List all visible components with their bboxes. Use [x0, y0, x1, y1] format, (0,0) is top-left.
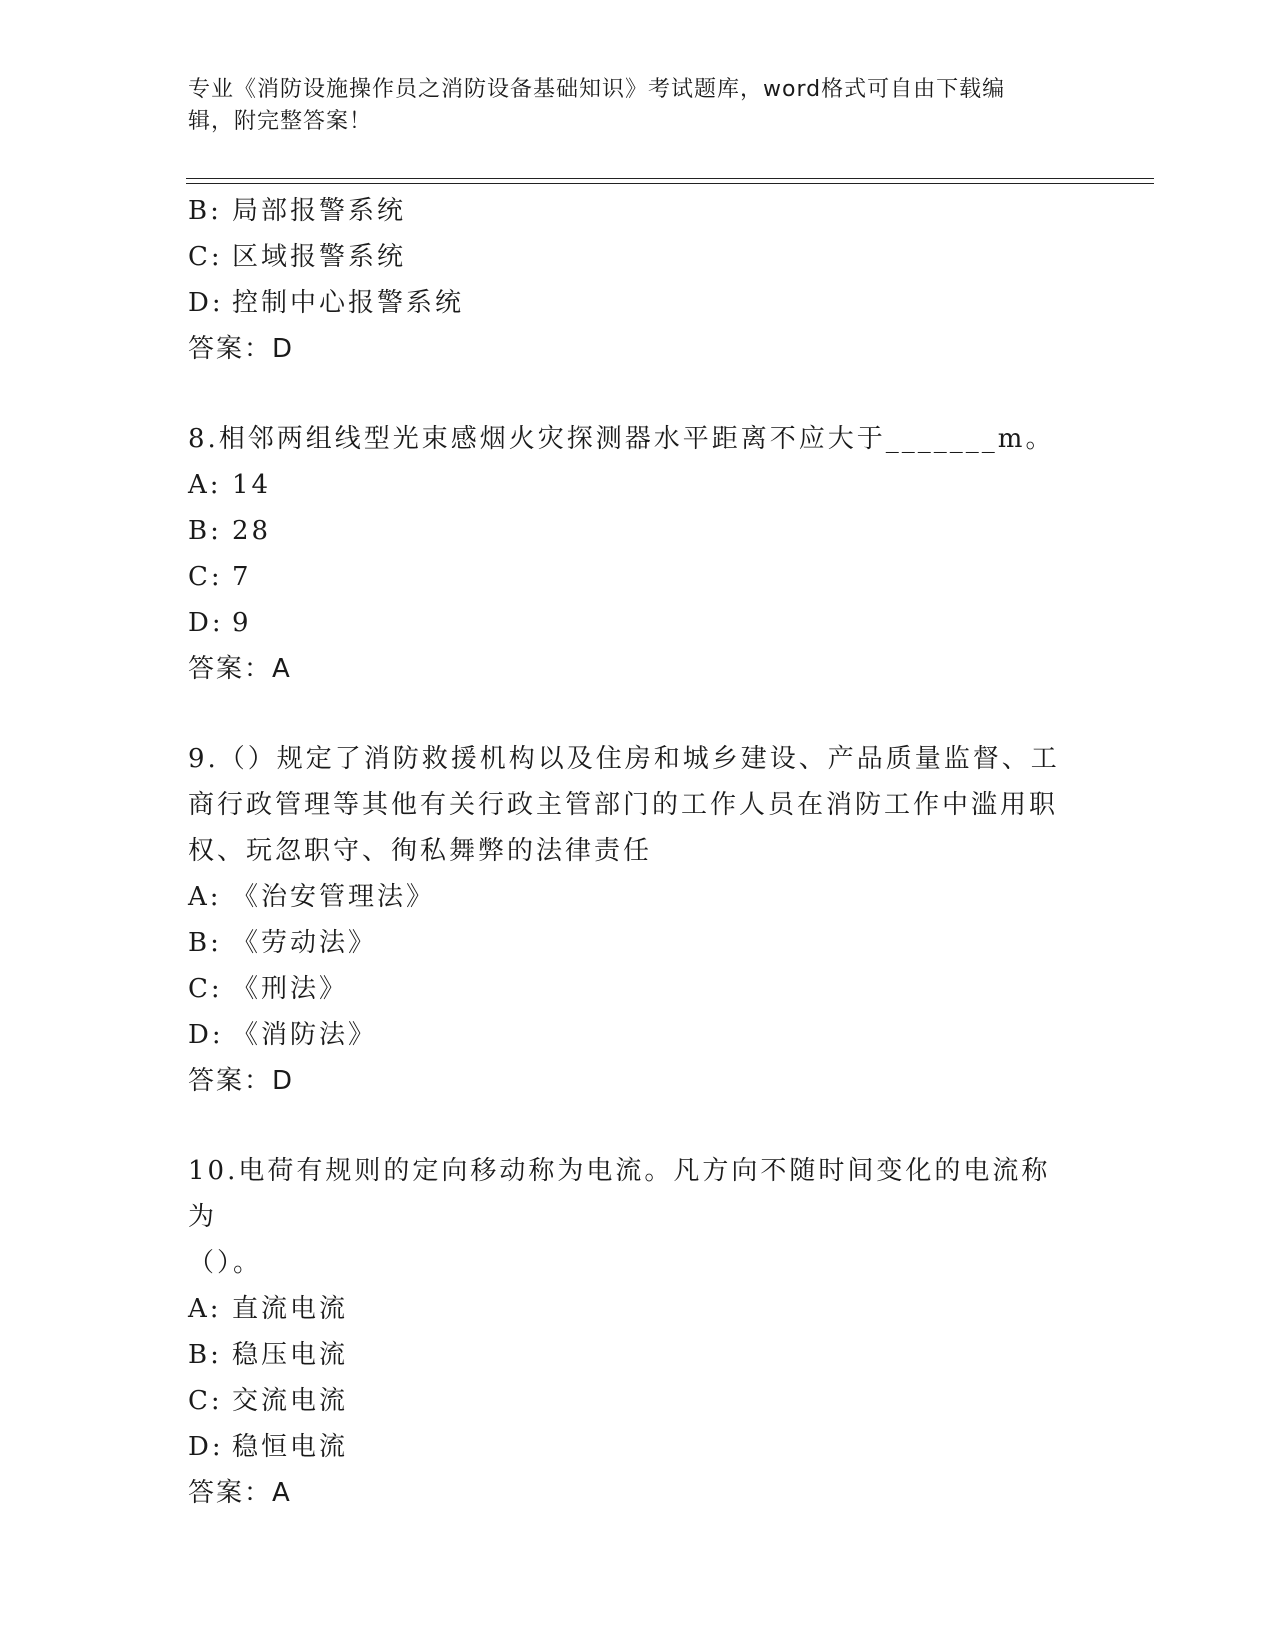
option-c: C: 区域报警系统 — [188, 242, 407, 272]
question-7-options — [188, 188, 1088, 372]
question-text-line-2: （）。 — [188, 1248, 263, 1278]
option-b: B: 稳压电流 — [188, 1340, 349, 1370]
question-10 — [188, 1148, 1088, 1516]
option-a: A: 直流电流 — [188, 1294, 349, 1324]
option-d: D: 控制中心报警系统 — [188, 288, 465, 318]
header-rule-bottom — [186, 183, 1154, 184]
question-text-line-2: 商行政管理等其他有关行政主管部门的工作人员在消防工作中滥用职 — [188, 790, 1059, 820]
header-rule-top — [186, 178, 1154, 179]
question-text-line-1: 10.电荷有规则的定向移动称为电流。凡方向不随时间变化的电流称为 — [188, 1156, 1051, 1232]
question-9 — [188, 736, 1088, 1104]
question-text-line-1: 9.（）规定了消防救援机构以及住房和城乡建设、产品质量监督、工 — [188, 744, 1060, 774]
question-text: 8.相邻两组线型光束感烟火灾探测器水平距离不应大于_______m。 — [188, 424, 1055, 454]
answer: 答案：A — [188, 654, 292, 684]
option-b: B: 《劳动法》 — [188, 928, 378, 958]
option-c: C: 7 — [188, 562, 252, 592]
option-d: D: 9 — [188, 608, 252, 638]
answer: 答案：A — [188, 1478, 292, 1508]
answer: 答案：D — [188, 1066, 295, 1096]
option-d: D: 稳恒电流 — [188, 1432, 349, 1462]
question-list — [188, 188, 1088, 1516]
answer: 答案：D — [188, 334, 295, 364]
option-a: A: 《治安管理法》 — [188, 882, 436, 912]
question-8 — [188, 416, 1088, 692]
question-text-line-3: 权、玩忽职守、徇私舞弊的法律责任 — [188, 836, 653, 866]
option-a: A: 14 — [188, 470, 272, 500]
option-b: B: 局部报警系统 — [188, 196, 407, 226]
option-c: C: 《刑法》 — [188, 974, 349, 1004]
option-c: C: 交流电流 — [188, 1386, 349, 1416]
option-b: B: 28 — [188, 516, 272, 546]
option-d: D: 《消防法》 — [188, 1020, 378, 1050]
document-header — [188, 74, 1068, 138]
header-line-2: 辑，附完整答案！ — [188, 109, 373, 134]
header-line-1: 专业《消防设施操作员之消防设备基础知识》考试题库，word格式可自由下载编 — [188, 77, 1006, 102]
